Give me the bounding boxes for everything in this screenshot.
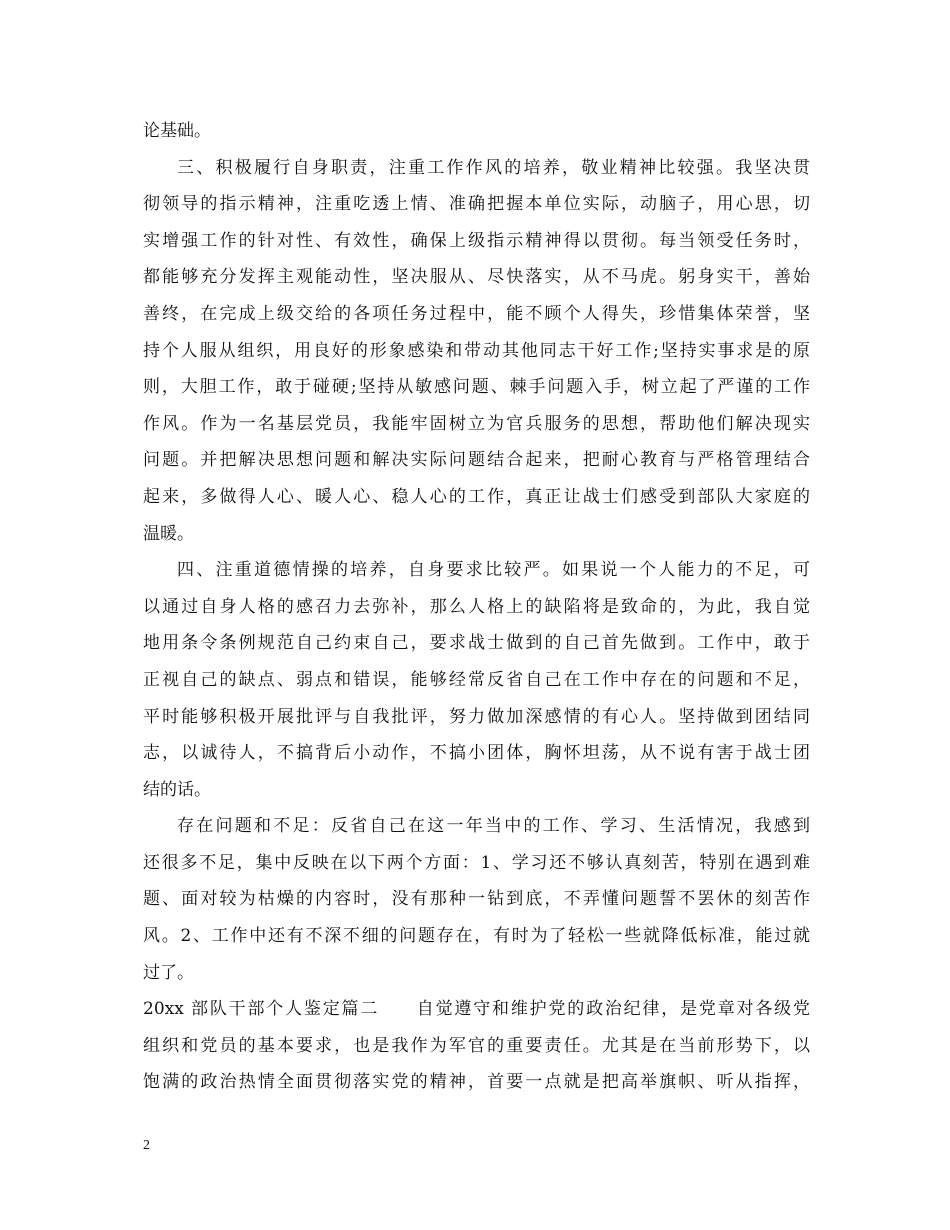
text-line: 论基础。	[143, 121, 211, 141]
text-line: 都能够充分发挥主观能动性，坚决服从、尽快落实，从不马虎。躬身实干，善始	[143, 267, 810, 288]
text-line: 正视自己的缺点、弱点和错误，能够经常反省自己在工作中存在的问题和不足，	[143, 669, 810, 690]
text-line: 组织和党员的基本要求，也是我作为军官的重要责任。尤其是在当前形势下，以	[143, 1035, 810, 1056]
section-heading-line: 20xx 部队干部个人鉴定篇二 自觉遵守和维护党的政治纪律，是党章对各级党	[143, 999, 810, 1020]
text-line: 持个人服从组织，用良好的形象感染和带动其他同志干好工作;坚持实事求是的原	[143, 340, 810, 361]
document-body	[143, 113, 810, 1101]
text-line: 题、面对较为枯燥的内容时，没有那种一钻到底，不弄懂问题誓不罢休的刻苦作	[143, 889, 810, 910]
text-line: 善终，在完成上级交给的各项任务过程中，能不顾个人得失，珍惜集体荣誉，坚	[143, 303, 810, 324]
paragraph-start-line: 四、注重道德情操的培养，自身要求比较严。如果说一个人能力的不足，可	[177, 560, 810, 581]
paragraph-start-line: 存在问题和不足：反省自己在这一年当中的工作、学习、生活情况，我感到	[177, 816, 810, 837]
text-line: 问题。并把解决思想问题和解决实际问题结合起来，把耐心教育与严格管理结合	[143, 450, 810, 471]
text-line: 则，大胆工作，敢于碰硬;坚持从敏感问题、棘手问题入手，树立起了严谨的工作	[143, 377, 810, 398]
text-line: 过了。	[143, 962, 194, 983]
text-line: 地用条令条例规范自己约束自己，要求战士做到的自己首先做到。工作中，敢于	[143, 633, 810, 654]
text-line: 还很多不足，集中反映在以下两个方面：1、学习还不够认真刻苦，特别在遇到难	[143, 852, 810, 873]
paragraph-start-line: 三、积极履行自身职责，注重工作作风的培养，敬业精神比较强。我坚决贯	[177, 157, 810, 178]
text-line: 起来，多做得人心、暖人心、稳人心的工作，真正让战士们感受到部队大家庭的	[143, 486, 810, 507]
text-line: 饱满的政治热情全面贯彻落实党的精神，首要一点就是把高举旗帜、听从指挥，	[143, 1072, 810, 1093]
text-line: 温暖。	[143, 523, 194, 544]
text-line: 实增强工作的针对性、有效性，确保上级指示精神得以贯彻。每当领受任务时，	[143, 230, 810, 251]
page-number: 2	[143, 1138, 150, 1153]
text-line: 作风。作为一名基层党员，我能牢固树立为官兵服务的思想，帮助他们解决现实	[143, 413, 810, 434]
text-line: 以通过自身人格的感召力去弥补，那么人格上的缺陷将是致命的，为此，我自觉	[143, 596, 810, 617]
text-line: 平时能够积极开展批评与自我批评，努力做加深感情的有心人。坚持做到团结同	[143, 706, 810, 727]
text-line: 结的话。	[143, 779, 211, 800]
text-line: 志，以诚待人，不搞背后小动作，不搞小团体，胸怀坦荡，从不说有害于战士团	[143, 743, 810, 764]
text-line: 彻领导的指示精神，注重吃透上情、准确把握本单位实际，动脑子，用心思，切	[143, 194, 810, 215]
text-line: 风。2、工作中还有不深不细的问题存在，有时为了轻松一些就降低标准，能过就	[143, 926, 810, 947]
